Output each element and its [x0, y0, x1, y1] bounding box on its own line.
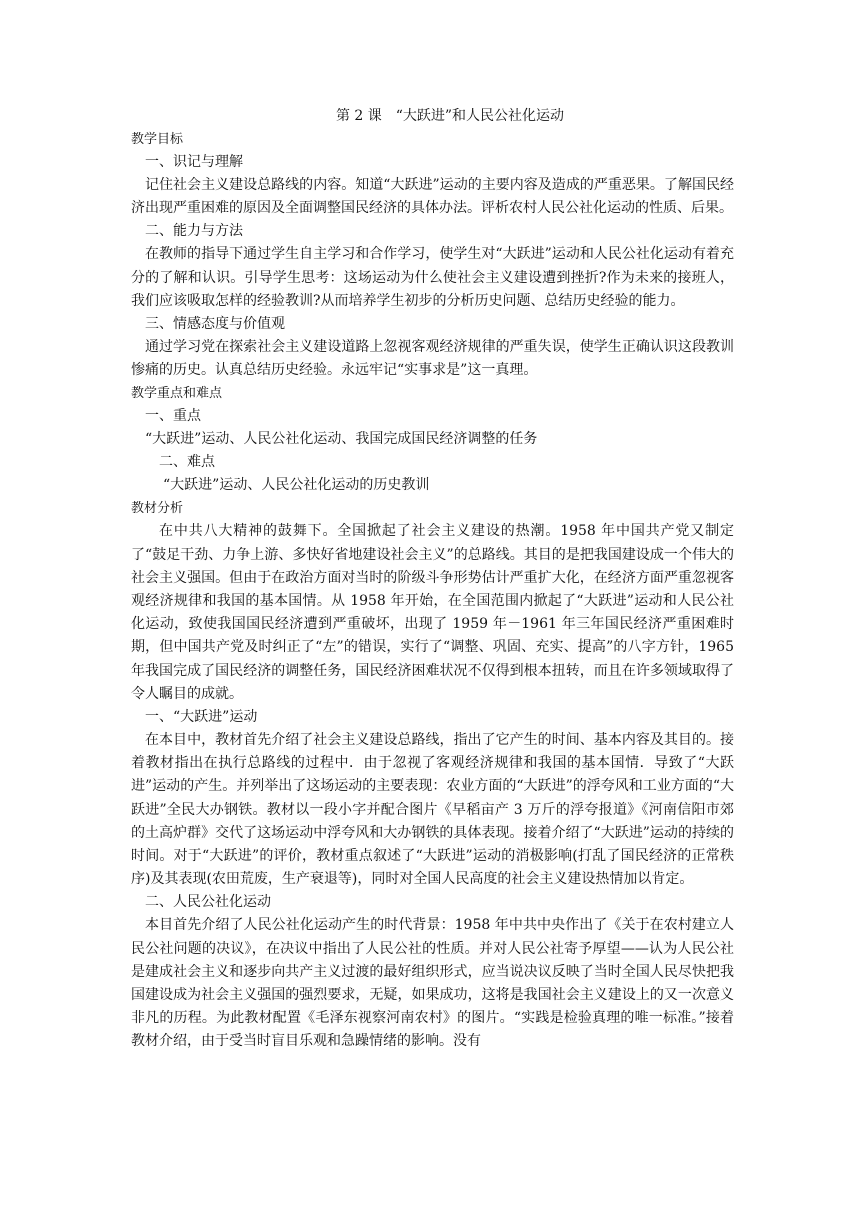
lesson-title: 第 2 课 “大跃进”和人民公社化运动 [335, 108, 565, 124]
subheading-emotion: 三、情感态度与价值观 [145, 316, 285, 333]
communes-paragraph: 本目首先介绍了人民公社化运动产生的时代背景：1958 年中共中央作出了《关于在农村建立人民公社问题的决议》，在决议中指出了人民公社的性质。并对人民公社寄予厚望——认为人民公社是建成社会主义和逐步向共产主义过渡的最好组织形式，应当说决议反映了当时全国人民尽快把我国建设成为社会主义强国的强烈要求，无疑，如果成功，这将是我国社会主义建设上的又一次意义非凡的历程。为此教材配置《毛泽东视察河南农村》的图片。“实践是检验真理的唯一标准。”接着教材介绍，由于受当时盲目乐观和急躁情绪的影响。没有 [131, 917, 734, 1050]
section-heading-analysis: 教材分析 [131, 501, 184, 517]
focus-text: “大跃进”运动、人民公社化运动、我国完成国民经济调整的任务 [145, 431, 538, 448]
goal-paragraph-ability: 在教师的指导下通过学生自主学习和合作学习，使学生对“大跃进”运动和人民公社化运动有着充分的了解和认识。引导学生思考：这场运动为什么使社会主义建设遭到挫折?作为未来的接班人，我们应该吸取怎样的经验教训?从而培养学生初步的分析历史问题、总结历史经验的能力。 [131, 246, 734, 309]
difficulty-text: “大跃进”运动、人民公社化运动的历史教训 [163, 477, 430, 494]
subheading-ability: 二、能力与方法 [145, 223, 243, 240]
section-heading-goals: 教学目标 [131, 132, 184, 147]
goal-paragraph-emotion: 通过学习党在探索社会主义建设道路上忽视客观经济规律的严重失误，使学生正确认识这段教训惨痛的历史。认真总结历史经验。永远牢记“实事求是”这一真理。 [131, 339, 734, 379]
subheading-difficulty: 二、难点 [159, 454, 215, 471]
great-leap-paragraph: 在本目中，教材首先介绍了社会主义建设总路线，指出了它产生的时间、基本内容及其目的。接着教材指出在执行总路线的过程中．由于忽视了客观经济规律和我国的基本国情．导致了“大跃进”运动的产生。并列举出了这场运动的主要表现：农业方面的“大跃进”的浮夸风和工业方面的“大跃进”全民大办钢铁。教材以一段小字并配合图片《早稻亩产 3 万斤的浮夸报道》《河南信阳市郊的土高炉群》交代了这场运动中浮夸风和大办钢铁的具体表现。接着介绍了“大跃进”运动的持续的时间。对于“大跃进”的评价，教材重点叙述了“大跃进”运动的消极影响(打乱了国民经济的正常秩序)及其表现(农田荒废，生产衰退等)，同时对全国人民高度的社会主义建设热情加以肯定。 [131, 732, 734, 888]
goal-paragraph-memorize: 记住社会主义建设总路线的内容。知道“大跃进”运动的主要内容及造成的严重恶果。了解国民经济出现严重困难的原因及全面调整国民经济的具体办法。评析农村人民公社化运动的性质、后果。 [131, 177, 734, 217]
section-heading-keypoints: 教学重点和难点 [131, 386, 223, 402]
analysis-intro-paragraph: 在中共八大精神的鼓舞下。全国掀起了社会主义建设的热潮。1958 年中国共产党又制定了“鼓足干劲、力争上游、多快好省地建设社会主义”的总路线。其目的是把我国建设成一个伟大的社会主义强国。但由于在政治方面对当时的阶级斗争形势估计严重扩大化，在经济方面严重忽视客观经济规律和我国的基本国情。从 1958 年开始，在全国范围内掀起了“大跃进”运动和人民公社化运动，致使我国国民经济遭到严重破坏，出现了 1959 年－1961 年三年国民经济严重困难时期，但中国共产党及时纠正了“左”的错误，实行了“调整、巩固、充实、提高”的八字方针，1965 年我国完成了国民经济的调整任务，国民经济困难状况不仅得到根本扭转，而且在许多领域取得了令人瞩目的成就。 [131, 523, 734, 702]
subheading-great-leap: 一、“大跃进”运动 [145, 709, 258, 726]
subheading-memorize: 一、识记与理解 [145, 154, 243, 170]
subheading-focus: 一、重点 [145, 408, 201, 425]
subheading-communes: 二、人民公社化运动 [145, 894, 271, 911]
document-page [131, 104, 734, 1054]
